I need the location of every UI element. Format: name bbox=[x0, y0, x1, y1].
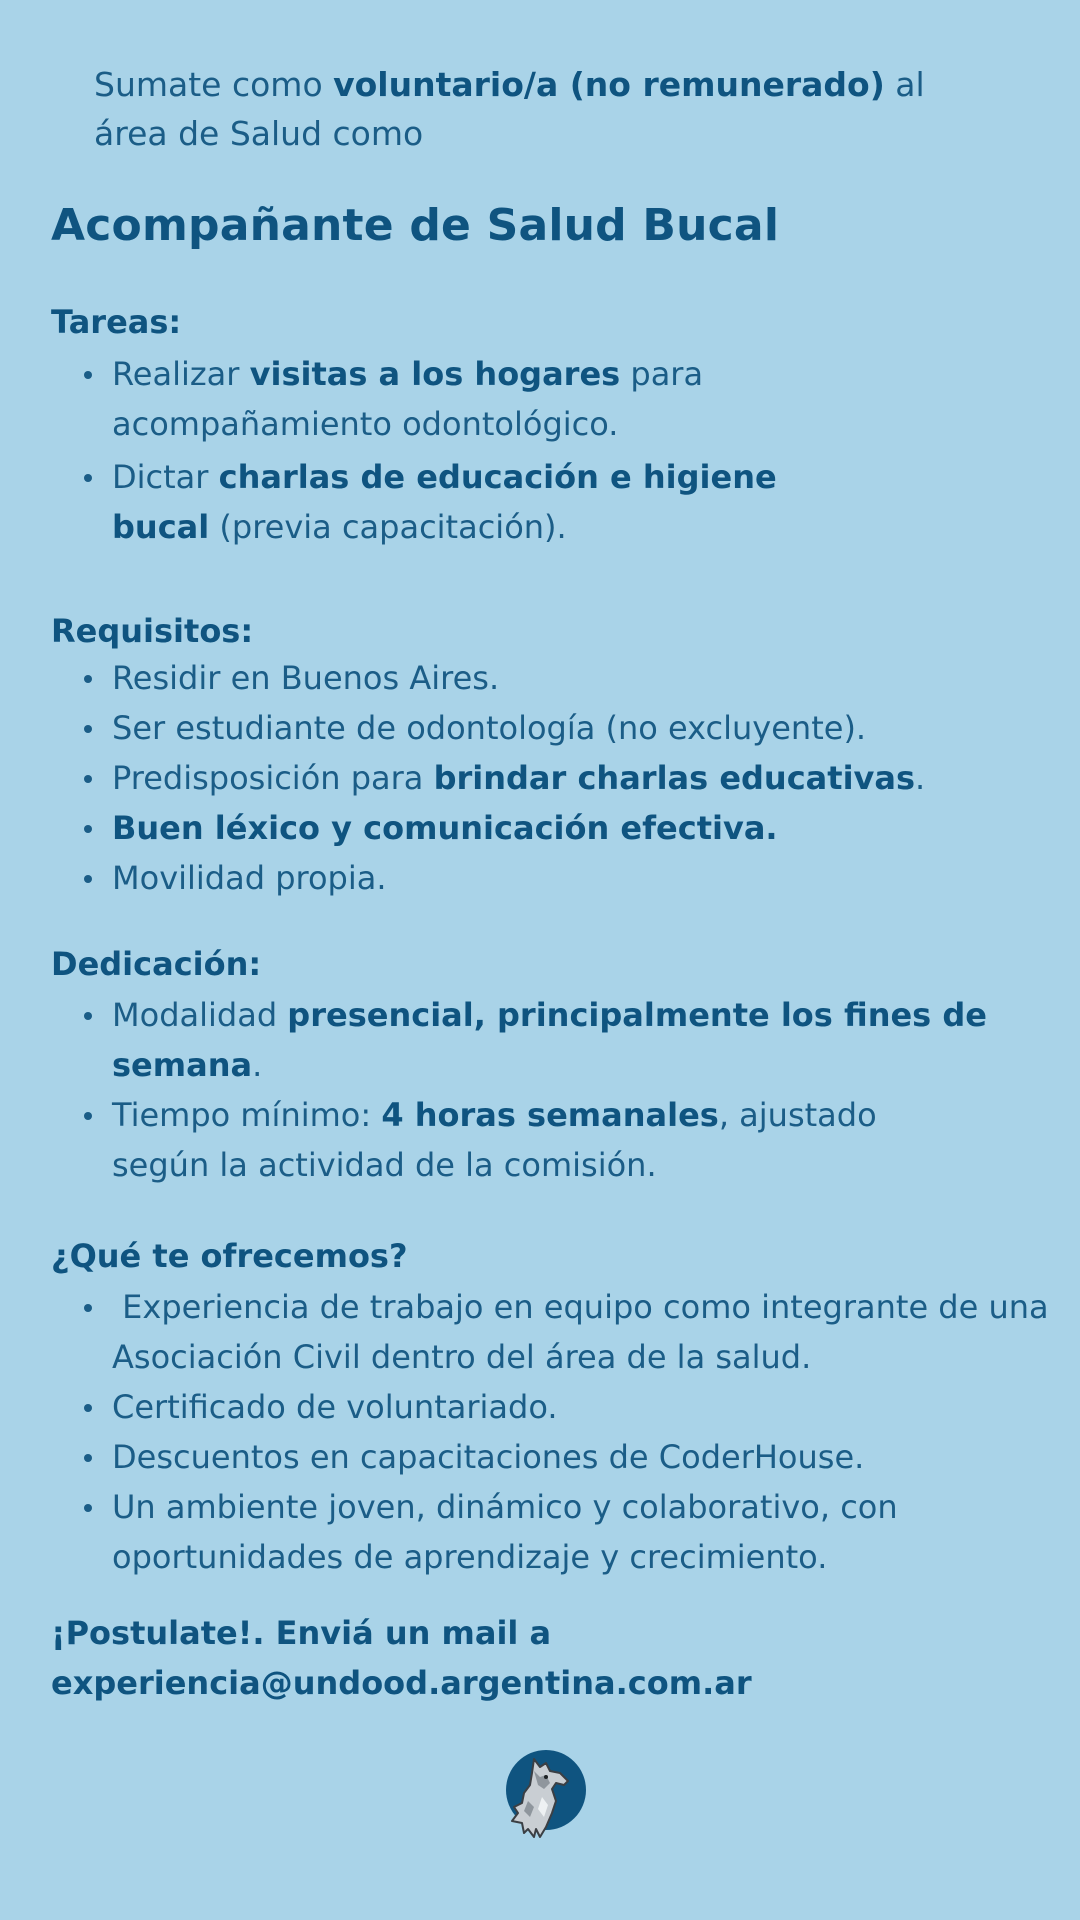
list-item: Modalidad presencial, principalmente los fines de semana. bbox=[51, 990, 1011, 1090]
list-item: Descuentos en capacitaciones de CoderHouse. bbox=[51, 1432, 1061, 1482]
dedicacion-heading: Dedicación: bbox=[51, 945, 262, 983]
list-item: Buen léxico y comunicación efectiva. bbox=[51, 803, 1041, 853]
ofrecemos-list bbox=[51, 1282, 1061, 1582]
list-item: Experiencia de trabajo en equipo como integrante de una Asociación Civil dentro del área de la salud. bbox=[51, 1282, 1061, 1382]
tareas-heading: Tareas: bbox=[51, 303, 182, 341]
list-item: Dictar charlas de educación e higiene bucal (previa capacitación). bbox=[51, 452, 812, 552]
intro-bold: voluntario/a (no remunerado) bbox=[333, 65, 885, 104]
tareas-list bbox=[51, 349, 791, 552]
dedicacion-list bbox=[51, 990, 1011, 1190]
email-link[interactable]: experiencia@undood.argentina.com.ar bbox=[51, 1664, 752, 1702]
list-item: Realizar visitas a los hogares para acompañamiento odontológico. bbox=[51, 349, 791, 449]
page-title: Acompañante de Salud Bucal bbox=[51, 200, 780, 251]
intro-pre: Sumate como bbox=[94, 65, 334, 104]
list-item: Predisposición para brindar charlas educativas. bbox=[51, 753, 1041, 803]
list-item: Ser estudiante de odontología (no excluyente). bbox=[51, 703, 1041, 753]
list-item: Tiempo mínimo: 4 horas semanales, ajustado según la actividad de la comisión. bbox=[51, 1090, 982, 1190]
list-item: Certificado de voluntariado. bbox=[51, 1382, 1061, 1432]
requisitos-heading: Requisitos: bbox=[51, 612, 254, 650]
list-item: Movilidad propia. bbox=[51, 853, 1041, 903]
list-item: Un ambiente joven, dinámico y colaborativo, con oportunidades de aprendizaje y crecimiento. bbox=[51, 1482, 1032, 1582]
ofrecemos-heading: ¿Qué te ofrecemos? bbox=[51, 1237, 408, 1275]
intro-text bbox=[94, 60, 994, 158]
requisitos-list bbox=[51, 653, 1041, 903]
intro-post: al área de Salud como bbox=[94, 65, 925, 153]
wolf-howling-logo-icon bbox=[494, 1745, 594, 1845]
list-item: Residir en Buenos Aires. bbox=[51, 653, 1041, 703]
cta-line: ¡Postulate!. Enviá un mail a bbox=[51, 1614, 552, 1652]
call-to-action bbox=[51, 1608, 752, 1708]
